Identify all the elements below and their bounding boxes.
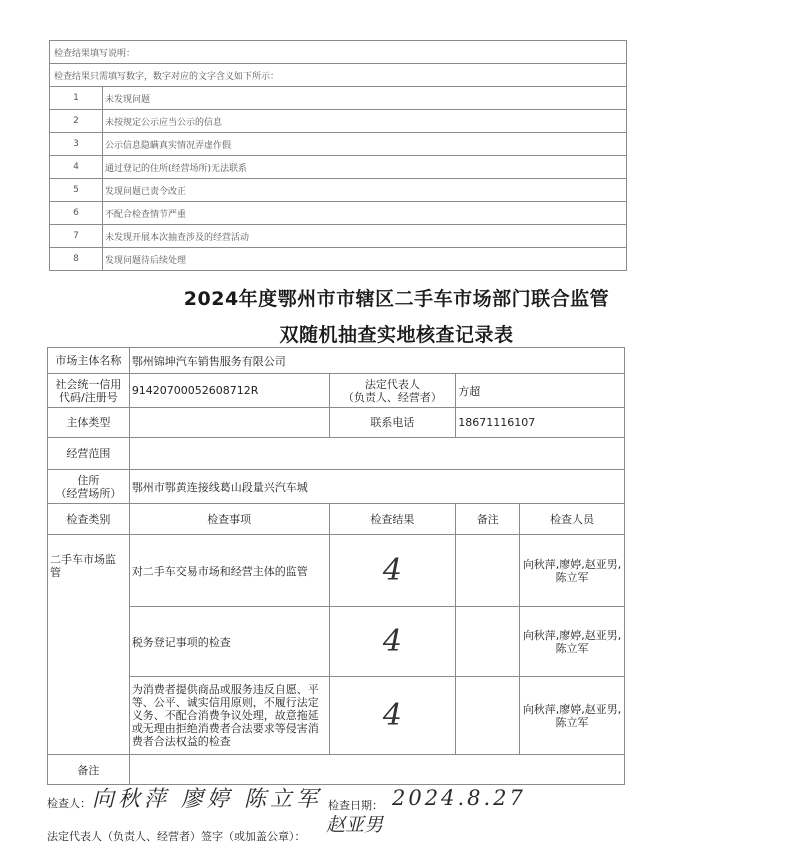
header-result: 检查结果 [329, 504, 456, 535]
legend-row [50, 133, 627, 156]
phone-label: 联系电话 [329, 408, 456, 438]
business-scope-label: 经营范围 [48, 438, 130, 470]
phone-value: 18671116107 [456, 408, 625, 438]
legal-rep-label-line1: 法定代表人 [364, 377, 420, 391]
entity-type-value [129, 408, 329, 438]
legend-num: 1 [50, 87, 103, 110]
legend-row [50, 225, 627, 248]
document-title-line1: 2024年度鄂州市市辖区二手车市场部门联合监管 [183, 288, 610, 310]
header-note: 备注 [456, 504, 520, 535]
inspector-names: 向秋萍,廖婷,赵亚男,陈立军 [520, 607, 625, 677]
address-label-line2: （经营场所） [55, 486, 122, 500]
legal-rep-sign-label: 法定代表人（负责人、经营者）签字（或加盖公章）： [47, 830, 306, 843]
inspection-record-table [47, 347, 625, 785]
inspection-item: 对二手车交易市场和经营主体的监管 [129, 535, 329, 607]
legend-row [50, 156, 627, 179]
credit-code-label-line1: 社会统一信用 [55, 377, 122, 391]
credit-code-value: 91420700052608712R [129, 374, 329, 408]
legal-rep-value: 方超 [456, 374, 625, 408]
inspector-sign-label: 检查人： [47, 797, 91, 810]
inspection-result-handwritten: 4 [329, 677, 456, 755]
address-value: 鄂州市鄂黄连接线葛山段量兴汽车城 [129, 470, 624, 504]
header-item: 检查事项 [129, 504, 329, 535]
inspector-names: 向秋萍,廖婷,赵亚男,陈立军 [520, 535, 625, 607]
business-scope-value [129, 438, 624, 470]
legend-row [50, 202, 627, 225]
remark-label: 备注 [48, 755, 130, 785]
inspection-date-label: 检查日期： [328, 799, 383, 812]
document-title-line2: 双随机抽查实地核查记录表 [279, 324, 514, 346]
entity-name-label: 市场主体名称 [48, 348, 130, 374]
legend-text: 未发现开展本次抽查涉及的经营活动 [103, 225, 627, 248]
legend-num: 7 [50, 225, 103, 248]
legend-text: 未发现问题 [103, 87, 627, 110]
inspection-row [48, 535, 625, 607]
legend-text: 发现问题已责令改正 [103, 179, 627, 202]
inspection-date-handwritten: 2024.8.27 [392, 786, 526, 810]
address-label [48, 470, 130, 504]
legend-text: 未按规定公示应当公示的信息 [103, 110, 627, 133]
legend-text: 不配合检查情节严重 [103, 202, 627, 225]
legal-rep-label-line2: （负责人、经营者） [342, 390, 442, 404]
header-category: 检查类别 [48, 504, 130, 535]
legend-row [50, 179, 627, 202]
legend-table [49, 40, 627, 271]
category-value: 二手车市场监管 [48, 535, 130, 755]
inspection-row [48, 677, 625, 755]
legend-num: 8 [50, 248, 103, 271]
header-inspector: 检查人员 [520, 504, 625, 535]
inspection-item: 为消费者提供商品或服务违反自愿、平等、公平、诚实信用原则，不履行法定义务、不配合消费争议处理，故意拖延或无理由拒绝消费者合法要求等侵害消费者合法权益的检查 [129, 677, 329, 755]
inspector-handwritten-signatures: 向秋萍 廖婷 陈立军 [92, 787, 322, 812]
legend-subtitle: 检查结果只需填写数字，数字对应的文字含义如下所示： [50, 64, 627, 87]
address-label-line1: 住所 [77, 473, 100, 487]
legend-text: 通过登记的住所(经营场所)无法联系 [103, 156, 627, 179]
legend-num: 4 [50, 156, 103, 179]
legend-row [50, 87, 627, 110]
legend-num: 3 [50, 133, 103, 156]
legend-num: 5 [50, 179, 103, 202]
legal-rep-label [329, 374, 456, 408]
inspection-item: 税务登记事项的检查 [129, 607, 329, 677]
legend-row [50, 248, 627, 271]
inspection-result-handwritten: 4 [329, 607, 456, 677]
inspection-note [456, 535, 520, 607]
entity-name-value: 鄂州锦坤汽车销售服务有限公司 [129, 348, 624, 374]
legend-text: 发现问题待后续处理 [103, 248, 627, 271]
legend-num: 2 [50, 110, 103, 133]
legend-text: 公示信息隐瞒真实情况弄虚作假 [103, 133, 627, 156]
legend-row [50, 110, 627, 133]
credit-code-label-line2: 代码/注册号 [59, 390, 118, 404]
legend-num: 6 [50, 202, 103, 225]
entity-type-label: 主体类型 [48, 408, 130, 438]
legend-title: 检查结果填写说明： [50, 41, 627, 64]
inspection-result-handwritten: 4 [329, 535, 456, 607]
inspector-names: 向秋萍,廖婷,赵亚男,陈立军 [520, 677, 625, 755]
remark-value [129, 755, 624, 785]
credit-code-label [48, 374, 130, 408]
inspection-note [456, 607, 520, 677]
inspection-note [456, 677, 520, 755]
legal-rep-handwritten-signature: 赵亚男 [326, 814, 384, 836]
inspection-row [48, 607, 625, 677]
